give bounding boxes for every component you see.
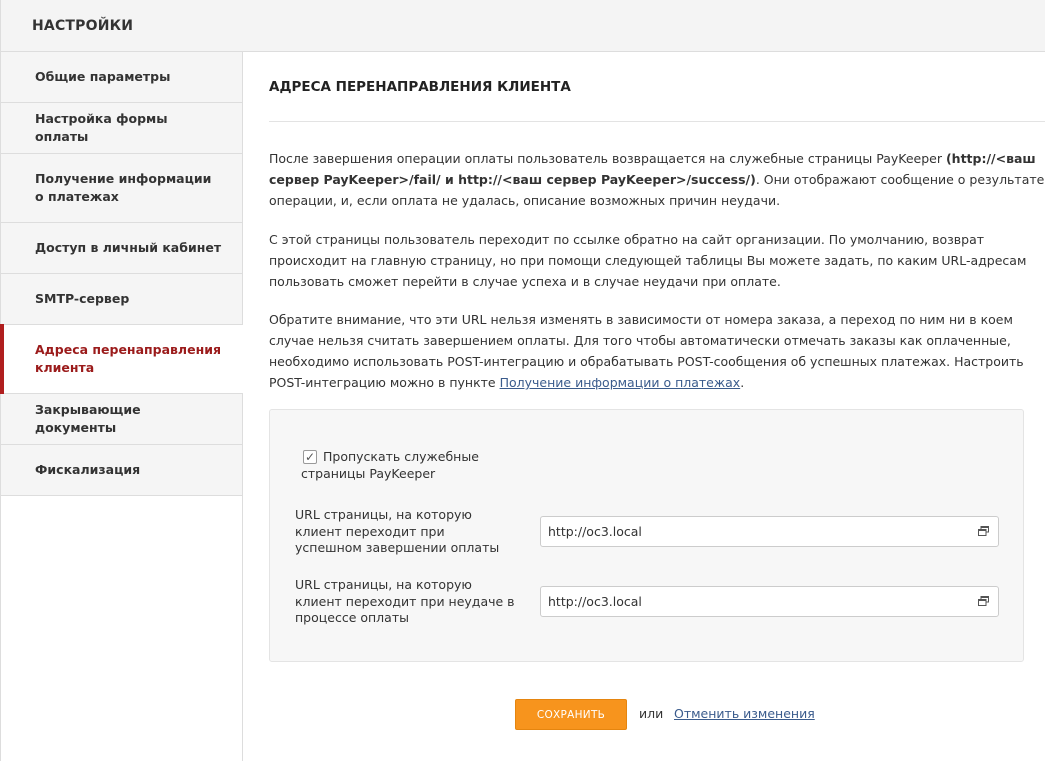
checkmark-icon: ✓ (304, 450, 316, 464)
save-button[interactable]: СОХРАНИТЬ (515, 699, 627, 730)
success-url-input[interactable] (540, 516, 999, 547)
fail-url-value: http://oc3.local (548, 594, 642, 609)
sidebar-item-label: SMTP-сервер (35, 291, 130, 306)
sidebar-item-label: Получение информации о платежах (35, 171, 212, 204)
page-title: НАСТРОЙКИ (32, 18, 134, 34)
service-urls: (http://<ваш сервер PayKeeper>/fail/ и http://<ваш сервер PayKeeper>/success/) (269, 151, 1036, 187)
intro-text-before: После завершения операции оплаты пользователь возвращается на служебные страницы PayKeeper (269, 151, 946, 166)
or-text: или (639, 706, 664, 721)
notice-paragraph (269, 309, 1045, 393)
intro-text-after: . Они отображают сообщение о результате операции, и, если оплата не удалась, описание возможных причин неудачи. (269, 172, 1045, 208)
sidebar-item-smtp[interactable] (1, 274, 242, 325)
sidebar-item-payment-form[interactable] (1, 103, 242, 154)
sidebar-item-redirect-addresses[interactable] (1, 325, 243, 394)
window-restore-icon[interactable] (978, 526, 989, 536)
skip-pages-checkbox[interactable] (303, 450, 317, 464)
settings-sidebar (0, 52, 243, 761)
notice-end: . (740, 375, 745, 390)
sidebar-item-fiscalization[interactable] (1, 445, 242, 496)
success-url-label: URL страницы, на которую клиент переходит при успешном завершении оплаты (295, 507, 500, 555)
sidebar-item-label: Адреса перенаправления клиента (35, 342, 221, 375)
page-header (0, 0, 1045, 52)
sidebar-item-label: Закрывающие документы (35, 402, 141, 435)
skip-pages-option[interactable] (301, 448, 541, 482)
sidebar-item-label: Настройка формы оплаты (35, 111, 168, 144)
sidebar-item-label: Фискализация (35, 462, 141, 477)
cancel-changes-link[interactable]: Отменить изменения (674, 706, 815, 721)
intro-paragraph (269, 148, 1045, 211)
sidebar-item-general[interactable] (1, 52, 242, 103)
window-restore-icon[interactable] (978, 596, 989, 606)
sidebar-item-label: Общие параметры (35, 69, 171, 84)
skip-pages-label: Пропускать служебные страницы PayKeeper (301, 449, 479, 481)
sidebar-item-closing-docs[interactable] (1, 394, 242, 445)
success-url-value: http://oc3.local (548, 524, 642, 539)
title-divider (269, 121, 1045, 122)
section-title: АДРЕСА ПЕРЕНАПРАВЛЕНИЯ КЛИЕНТА (269, 79, 571, 95)
sidebar-item-payment-info[interactable] (1, 154, 242, 223)
fail-url-input[interactable] (540, 586, 999, 617)
payment-info-link[interactable]: Получение информации о платежах (499, 375, 741, 390)
sidebar-item-cabinet-access[interactable] (1, 223, 242, 274)
notice-text: Обратите внимание, что эти URL нельзя изменять в зависимости от номера заказа, а переход по ним ни в коем случае нельзя считать завершением оплаты. Для того чтобы автоматически отмечать заказы как оплаченные, необходимо использовать POST-интеграцию и обрабатывать POST-сообщения об успешных платежах. Настроить POST-интеграцию можно в пункте (269, 312, 1024, 390)
default-return-paragraph: С этой страницы пользователь переходит по ссылке обратно на сайт организации. По умолчанию, возврат происходит на главную страницу, но при помощи следующей таблицы Вы можете задать, по каким URL-адресам пользовать сможет перейти в случае успеха и в случае неудачи при оплате. (269, 232, 1027, 289)
redirect-settings-panel (269, 409, 1024, 662)
fail-url-label: URL страницы, на которую клиент переходит при неудаче в процессе оплаты (295, 577, 515, 625)
sidebar-item-label: Доступ в личный кабинет (35, 240, 222, 255)
